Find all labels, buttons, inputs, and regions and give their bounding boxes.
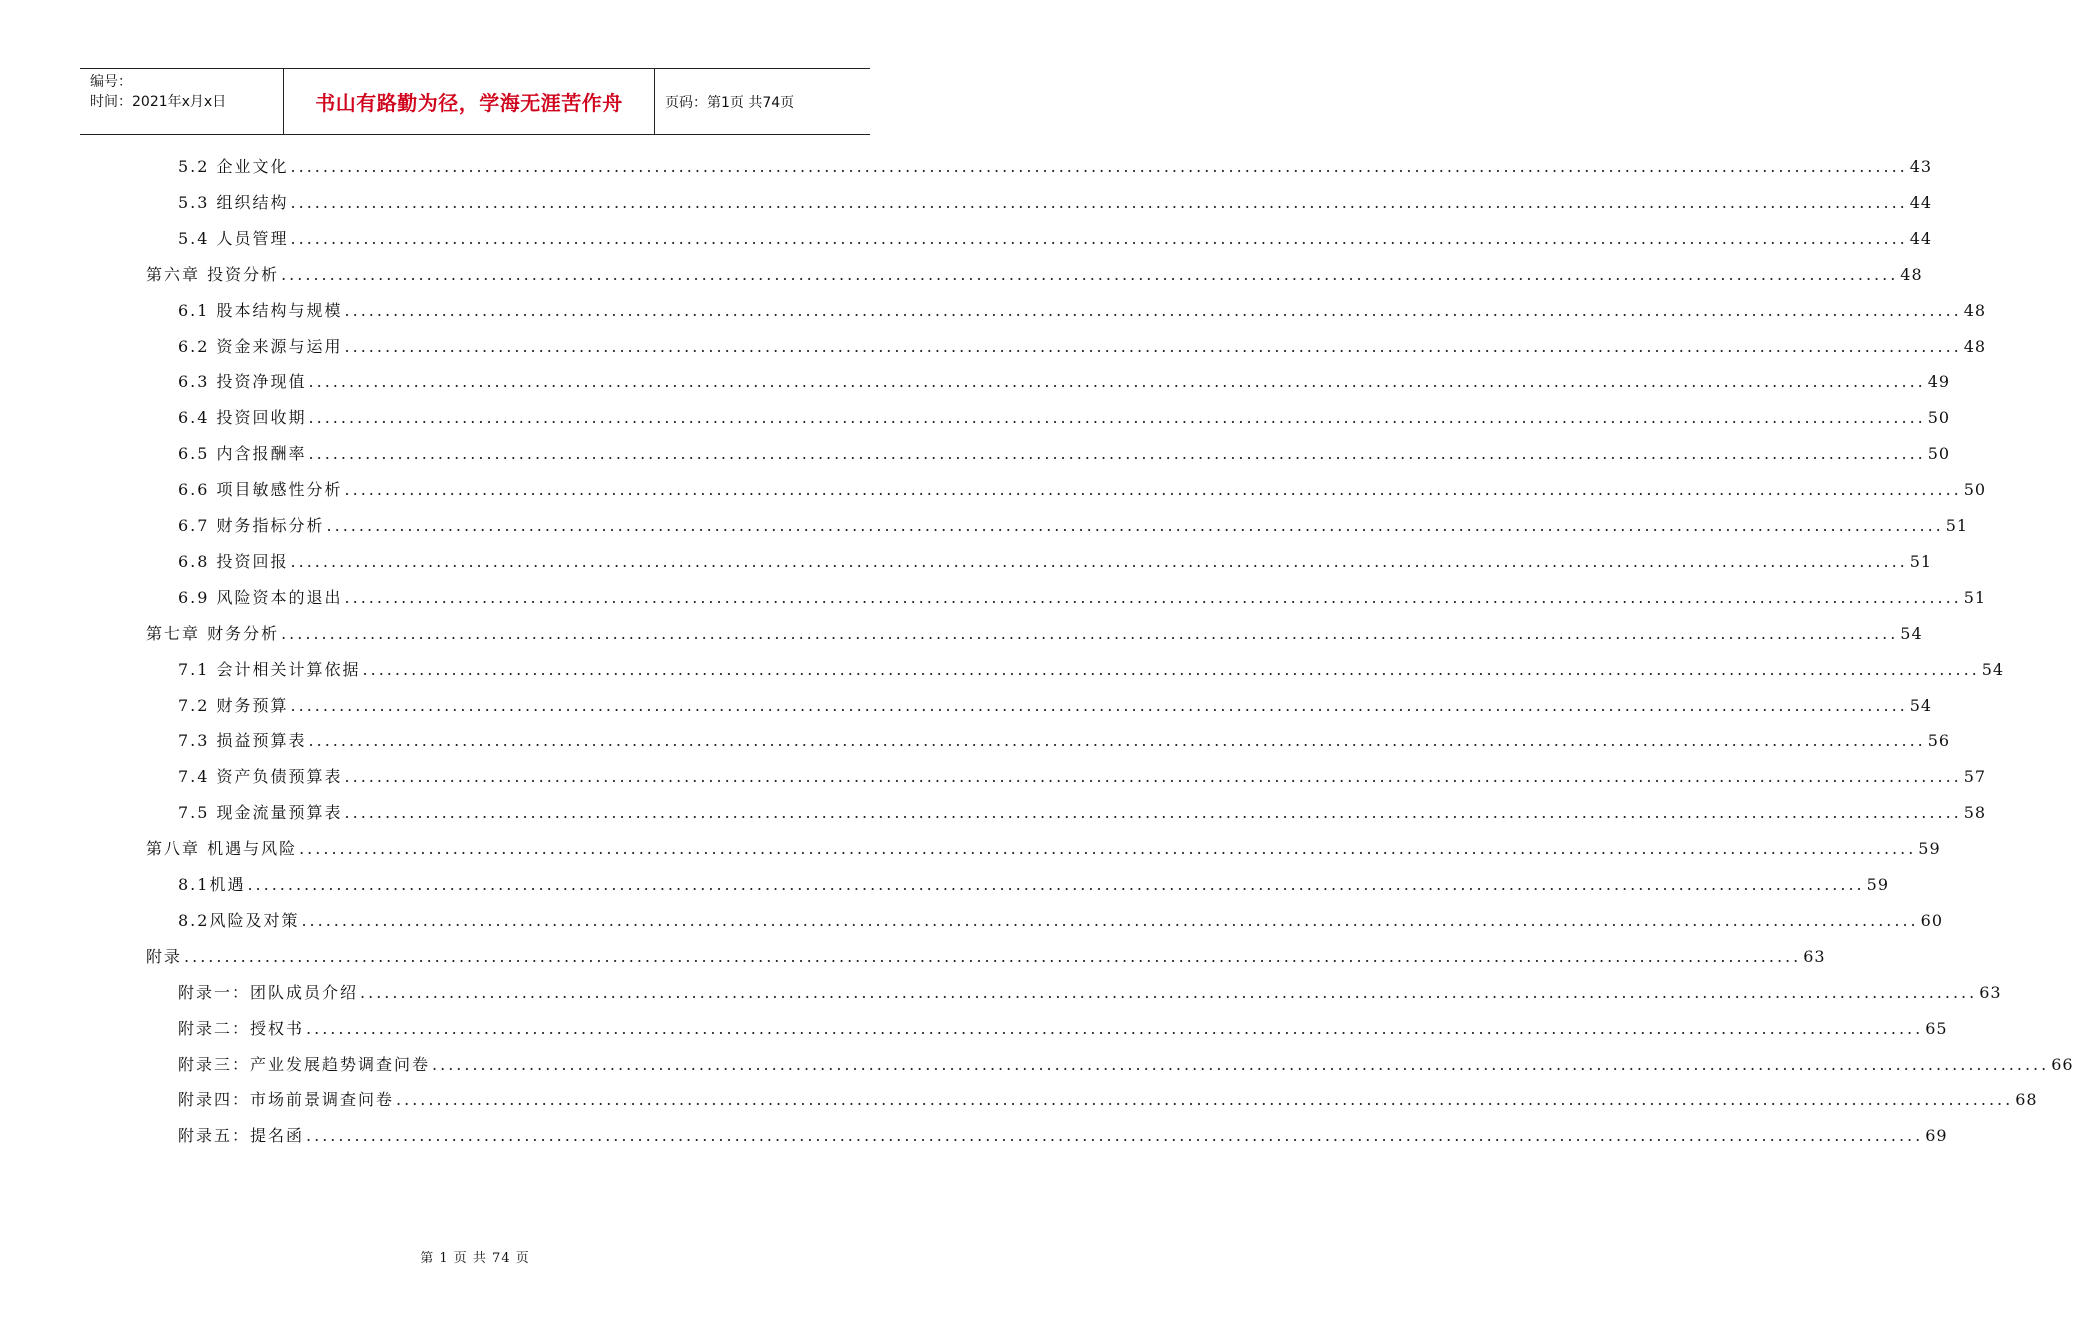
- toc-entry-page: 63: [1803, 946, 1826, 966]
- header-motto: 书山有路勤为径，学海无涯苦作舟: [283, 69, 655, 134]
- toc-entry-page: 48: [1963, 300, 1987, 320]
- toc-entry-page: 57: [1963, 767, 1987, 787]
- toc-entry-title: 6.2 资金来源与运用: [178, 336, 343, 356]
- toc-entry[interactable]: [178, 369, 1951, 397]
- toc-entry-page: 68: [2015, 1090, 2038, 1110]
- toc-entry[interactable]: [178, 298, 1987, 326]
- toc-entry-title: 第六章 投资分析: [146, 264, 280, 284]
- toc-entry[interactable]: [178, 728, 1951, 756]
- toc-entry-title: 7.1 会计相关计算依据: [178, 659, 361, 679]
- toc-entry-page: 51: [1909, 551, 1933, 571]
- toc-entry[interactable]: [178, 764, 1987, 792]
- toc-leader-dots: ........................................................................................................................................................................................................: [184, 946, 1802, 966]
- toc-entry[interactable]: [178, 585, 1987, 613]
- toc-entry-page: 50: [1927, 444, 1951, 464]
- toc-leader-dots: ........................................................................................................................................................................................................: [308, 408, 1926, 428]
- toc-entry[interactable]: [178, 872, 1889, 900]
- toc-entry-page: 44: [1909, 228, 1933, 248]
- toc-entry-page: 54: [1909, 695, 1933, 715]
- toc-entry-page: 59: [1866, 875, 1889, 894]
- toc-leader-dots: ........................................................................................................................................................................................................: [290, 228, 1908, 248]
- toc-leader-dots: ........................................................................................................................................................................................................: [299, 839, 1917, 859]
- toc-entry[interactable]: [178, 980, 2002, 1008]
- toc-leader-dots: ........................................................................................................................................................................................................: [281, 623, 1899, 643]
- toc-entry[interactable]: [178, 226, 1933, 254]
- toc-entry-page: 60: [1920, 910, 1943, 930]
- toc-entry-title: 7.5 现金流量预算表: [178, 803, 343, 823]
- toc-leader-dots: ........................................................................................................................................................................................................: [301, 910, 1919, 930]
- toc-entry-page: 44: [1909, 192, 1933, 212]
- toc-entry-title: 7.2 财务预算: [178, 695, 289, 715]
- toc-leader-dots: ........................................................................................................................................................................................................: [344, 803, 1962, 823]
- toc-entry-title: 附录五：提名函: [178, 1126, 305, 1146]
- toc-entry[interactable]: [178, 441, 1951, 469]
- toc-entry[interactable]: [178, 334, 1987, 362]
- toc-leader-dots: ........................................................................................................................................................................................................: [344, 336, 1962, 356]
- toc-leader-dots: ........................................................................................................................................................................................................: [281, 264, 1899, 284]
- toc-entry-title: 附录: [146, 946, 183, 966]
- toc-entry-title: 6.5 内含报酬率: [178, 444, 307, 464]
- header-meta: [80, 69, 283, 134]
- page-header: [80, 68, 870, 135]
- toc-entry[interactable]: [178, 154, 1933, 182]
- toc-entry[interactable]: [146, 836, 1941, 864]
- toc-entry[interactable]: [178, 1087, 2038, 1115]
- toc-entry-page: 56: [1927, 731, 1951, 751]
- toc-entry-title: 附录二：授权书: [178, 1018, 305, 1038]
- toc-entry-page: 59: [1918, 839, 1941, 859]
- toc-entry-title: 第七章 财务分析: [146, 623, 280, 643]
- toc-entry[interactable]: [178, 657, 2005, 685]
- toc-leader-dots: ........................................................................................................................................................................................................: [290, 695, 1908, 715]
- toc-entry-page: 49: [1927, 372, 1951, 392]
- toc-entry-title: 8.1机遇: [178, 875, 246, 894]
- toc-entry-page: 63: [1979, 982, 2002, 1002]
- toc-entry-page: 65: [1925, 1018, 1948, 1038]
- toc-entry-page: 66: [2051, 1054, 2074, 1074]
- toc-entry[interactable]: [178, 800, 1987, 828]
- toc-entry-title: 6.4 投资回收期: [178, 408, 307, 428]
- toc-leader-dots: ........................................................................................................................................................................................................: [308, 372, 1926, 392]
- toc-entry-title: 5.2 企业文化: [178, 157, 289, 176]
- toc-entry[interactable]: [146, 944, 1826, 972]
- toc-leader-dots: ........................................................................................................................................................................................................: [306, 1126, 1924, 1146]
- toc-entry[interactable]: [178, 513, 1969, 541]
- number-label: 编号：: [90, 74, 132, 90]
- toc-entry-page: 50: [1927, 408, 1951, 428]
- toc-leader-dots: ........................................................................................................................................................................................................: [308, 731, 1926, 751]
- toc-entry-title: 6.6 项目敏感性分析: [178, 480, 343, 500]
- toc-entry[interactable]: [178, 1123, 1948, 1151]
- toc-entry-page: 50: [1963, 480, 1987, 500]
- toc-entry-title: 附录四：市场前景调查问卷: [178, 1090, 395, 1110]
- toc-entry[interactable]: [178, 693, 1933, 721]
- toc-entry-page: 58: [1963, 803, 1987, 823]
- toc-entry[interactable]: [178, 1016, 1948, 1044]
- toc-leader-dots: ........................................................................................................................................................................................................: [306, 1018, 1924, 1038]
- toc-leader-dots: ........................................................................................................................................................................................................: [362, 659, 1980, 679]
- toc-entry-page: 51: [1963, 587, 1987, 607]
- toc-leader-dots: ........................................................................................................................................................................................................: [290, 192, 1908, 212]
- toc-entry-title: 6.3 投资净现值: [178, 372, 307, 392]
- toc-leader-dots: ........................................................................................................................................................................................................: [344, 767, 1962, 787]
- toc-entry[interactable]: [178, 405, 1951, 433]
- toc-entry[interactable]: [178, 190, 1933, 218]
- page-footer: 第 1 页 共 74 页: [420, 1251, 530, 1266]
- toc-leader-dots: ........................................................................................................................................................................................................: [344, 587, 1962, 607]
- toc-entry-title: 6.7 财务指标分析: [178, 516, 325, 535]
- toc-entry-title: 第八章 机遇与风险: [146, 839, 298, 859]
- toc-entry-title: 5.3 组织结构: [178, 192, 289, 212]
- toc-leader-dots: ........................................................................................................................................................................................................: [396, 1090, 2014, 1110]
- toc-entry-page: 48: [1900, 264, 1923, 284]
- toc-entry-page: 48: [1963, 336, 1987, 356]
- toc-entry-title: 7.3 损益预算表: [178, 731, 307, 751]
- toc-leader-dots: ........................................................................................................................................................................................................: [344, 300, 1962, 320]
- toc-entry-title: 5.4 人员管理: [178, 228, 289, 248]
- toc-entry[interactable]: [178, 549, 1933, 577]
- toc-entry-title: 6.8 投资回报: [178, 551, 289, 571]
- header-page-info: 页码：第1页 共74页: [665, 94, 795, 111]
- toc-leader-dots: ........................................................................................................................................................................................................: [432, 1054, 2050, 1074]
- toc-entry-page: 69: [1925, 1126, 1948, 1146]
- toc-entry-page: 54: [1900, 623, 1923, 643]
- toc-leader-dots: ........................................................................................................................................................................................................: [247, 875, 1865, 894]
- toc-entry[interactable]: [178, 1052, 2074, 1080]
- toc-entry-title: 附录一：团队成员介绍: [178, 982, 359, 1002]
- toc-entry[interactable]: [178, 908, 1943, 936]
- toc-entry-page: 43: [1909, 157, 1933, 176]
- toc-entry-page: 51: [1945, 516, 1969, 535]
- toc-entry-title: 6.1 股本结构与规模: [178, 300, 343, 320]
- toc-entry-title: 6.9 风险资本的退出: [178, 587, 343, 607]
- toc-leader-dots: ........................................................................................................................................................................................................: [308, 444, 1926, 464]
- toc-leader-dots: ........................................................................................................................................................................................................: [290, 551, 1908, 571]
- toc-leader-dots: ........................................................................................................................................................................................................: [360, 982, 1978, 1002]
- time-label: 时间：2021年x月x日: [90, 94, 227, 110]
- toc-entry[interactable]: [146, 262, 1923, 290]
- toc-entry[interactable]: [178, 477, 1987, 505]
- toc-entry[interactable]: [146, 621, 1923, 649]
- toc-leader-dots: ........................................................................................................................................................................................................: [344, 480, 1962, 500]
- toc-entry-title: 7.4 资产负债预算表: [178, 767, 343, 787]
- toc-leader-dots: ........................................................................................................................................................................................................: [290, 157, 1908, 176]
- toc-leader-dots: ........................................................................................................................................................................................................: [326, 516, 1944, 535]
- toc-entry-page: 54: [1981, 659, 2005, 679]
- toc-entry-title: 附录三：产业发展趋势调查问卷: [178, 1054, 431, 1074]
- toc-entry-title: 8.2风险及对策: [178, 910, 300, 930]
